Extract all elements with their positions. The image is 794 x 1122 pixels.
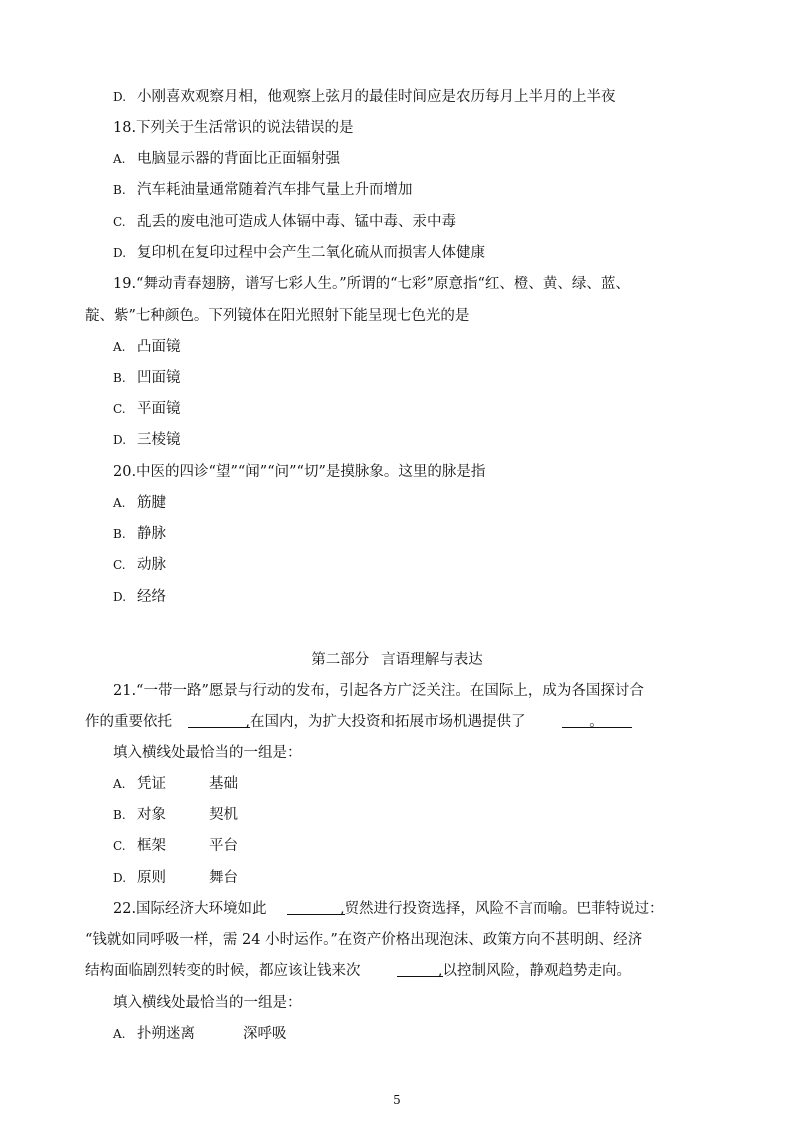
option-word-1: 凭证 <box>137 776 166 792</box>
q19-option-c <box>113 399 181 419</box>
q22-stem-line2: “钱就如同呼吸一样，需 24 小时运作。”在资产价格出现泡沫、政策方向不甚明朗、经济 <box>85 932 643 948</box>
option-label: C. <box>113 215 126 229</box>
q17-option-d <box>113 87 616 107</box>
q21-stem-line1: 21.“一带一路”愿景与行动的发布，引起各方广泛关注。在国际上，成为各国探讨合 <box>113 683 644 699</box>
option-word-1: 扑朔迷离 <box>137 1026 195 1042</box>
q22-text-b: 贸然进行投资选择，风险不言而喻。巴菲特说过： <box>344 901 664 917</box>
option-text: 电脑显示器的背面比正面辐射强 <box>137 151 340 167</box>
q18-stem: 18.下列关于生活常识的说法错误的是 <box>113 120 354 136</box>
q22-stem-line1 <box>113 899 664 919</box>
q22-text-a: 22.国际经济大环境如此 <box>113 901 267 917</box>
option-word-2: 深呼吸 <box>243 1026 287 1042</box>
q21-option-a <box>113 774 238 794</box>
option-label: A. <box>113 152 126 166</box>
option-label: B. <box>113 183 126 197</box>
q18-option-a <box>113 149 340 169</box>
option-text: 小刚喜欢观察月相，他观察上弦月的最佳时间应是农历每月上半月的上半夜 <box>137 89 616 105</box>
option-text: 经络 <box>137 589 166 605</box>
option-label: C. <box>113 558 126 572</box>
q21-text-a: 作的重要依托 <box>85 714 172 730</box>
q20-option-a <box>113 493 166 513</box>
option-text: 凹面镜 <box>137 370 181 386</box>
option-label: B. <box>113 371 126 385</box>
q21-option-d <box>113 868 238 888</box>
option-text: 静脉 <box>137 526 166 542</box>
q22-stem-line3 <box>85 961 631 981</box>
q19-option-b <box>113 368 181 388</box>
option-text: 筋腱 <box>137 495 166 511</box>
option-word-2: 舞台 <box>209 870 238 886</box>
option-word-1: 原则 <box>137 870 166 886</box>
option-text: 乱丢的废电池可造成人体镉中毒、锰中毒、汞中毒 <box>137 214 456 230</box>
option-label: D. <box>113 90 127 104</box>
q20-option-c <box>113 555 166 575</box>
q18-option-d <box>113 243 485 263</box>
option-label: B. <box>113 808 126 822</box>
q20-option-d <box>113 587 166 607</box>
option-label: A. <box>113 1027 126 1041</box>
q21-stem-line2 <box>85 712 632 732</box>
option-word-1: 对象 <box>137 807 166 823</box>
q19-stem-line1: 19.“舞动青春翅膀，谱写七彩人生。”所谓的“七彩”原意指“红、橙、黄、绿、蓝、 <box>113 276 630 292</box>
q20-stem: 20.中医的四诊“望”“闻”“问”“切”是摸脉象。这里的脉是指 <box>113 464 486 480</box>
section-title: 言语理解与表达 <box>381 652 483 668</box>
q19-option-d <box>113 430 181 450</box>
q22-text-c: 结构面临剧烈转变的时候，都应该让钱来次 <box>85 963 361 979</box>
q21-blank-1: , <box>188 712 250 728</box>
option-text: 汽车耗油量通常随着汽车排气量上升而增加 <box>137 182 413 198</box>
option-text: 动脉 <box>137 557 166 573</box>
q22-option-a <box>113 1024 287 1044</box>
option-label: D. <box>113 433 127 447</box>
q22-prompt: 填入横线处最恰当的一组是： <box>113 995 302 1011</box>
option-text: 复印机在复印过程中会产生二氧化硫从而损害人体健康 <box>137 245 485 261</box>
option-label: A. <box>113 496 126 510</box>
q21-prompt: 填入横线处最恰当的一组是： <box>113 745 302 761</box>
q22-blank-1: , <box>287 899 345 915</box>
q21-option-c <box>113 836 238 856</box>
page-number: 5 <box>393 1093 401 1107</box>
section-part: 第二部分 <box>311 652 370 668</box>
option-label: D. <box>113 871 127 885</box>
q21-option-b <box>113 805 238 825</box>
option-label: D. <box>113 590 127 604</box>
q18-option-b <box>113 180 413 200</box>
q22-text-d: 以控制风险，静观趋势走向。 <box>442 963 631 979</box>
option-text: 三棱镜 <box>137 432 181 448</box>
q22-blank-2: , <box>397 961 443 977</box>
section-heading <box>0 650 794 670</box>
q19-option-a <box>113 337 181 357</box>
option-word-2: 契机 <box>209 807 238 823</box>
option-label: C. <box>113 839 126 853</box>
option-label: A. <box>113 777 126 791</box>
option-label: D. <box>113 246 127 260</box>
option-text: 凸面镜 <box>137 339 181 355</box>
q19-stem-line2: 靛、紫”七种颜色。下列镜体在阳光照射下能呈现七色光的是 <box>85 308 470 324</box>
q21-text-b: 在国内，为扩大投资和拓展市场机遇提供了 <box>250 714 526 730</box>
q20-option-b <box>113 524 166 544</box>
option-word-2: 基础 <box>209 776 238 792</box>
option-label: B. <box>113 527 126 541</box>
option-word-1: 框架 <box>137 838 166 854</box>
option-text: 平面镜 <box>137 401 181 417</box>
option-word-2: 平台 <box>209 838 238 854</box>
option-label: A. <box>113 340 126 354</box>
q21-blank-2: 。 <box>562 712 632 728</box>
option-label: C. <box>113 402 126 416</box>
q18-option-c <box>113 212 456 232</box>
